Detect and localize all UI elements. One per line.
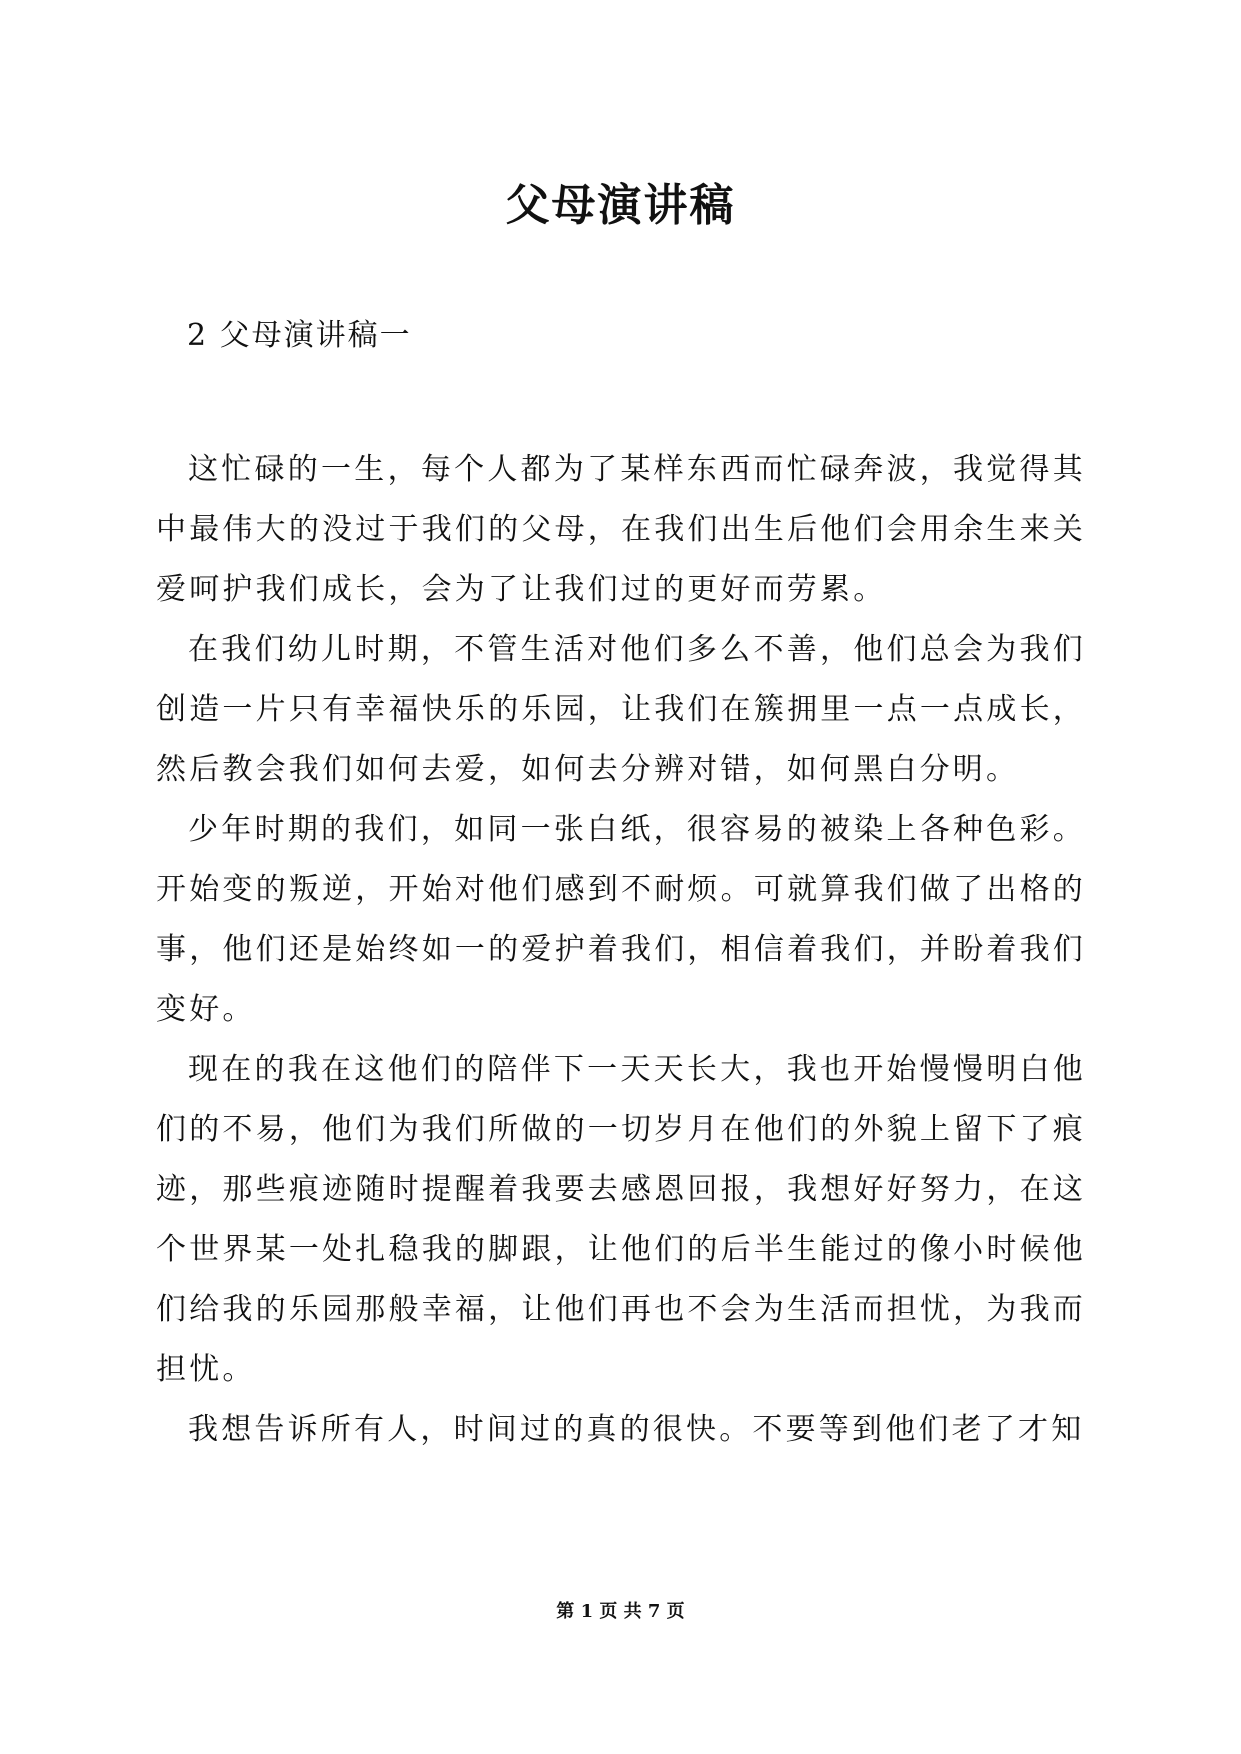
paragraph-2: 在我们幼儿时期，不管生活对他们多么不善，他们总会为我们创造一片只有幸福快乐的乐园，让我们在簇拥里一点一点成长，然后教会我们如何去爱，如何去分辨对错，如何黑白分明。 <box>156 632 1086 787</box>
paragraph-1: 这忙碌的一生，每个人都为了某样东西而忙碌奔波，我觉得其中最伟大的没过于我们的父母，在我们出生后他们会用余生来关爱呵护我们成长，会为了让我们过的更好而劳累。 <box>156 452 1086 607</box>
paragraph-5: 我想告诉所有人，时间过的真的很快。不要等到他们老了才知 <box>188 1412 1085 1447</box>
document-title: 父母演讲稿 <box>505 180 736 231</box>
paragraph-4: 现在的我在这他们的陪伴下一天天长大，我也开始慢慢明白他们的不易，他们为我们所做的一切岁月在他们的外貌上留下了痕迹，那些痕迹随时提醒着我要去感恩回报，我想好好努力，在这个世界某一处扎稳我的脚跟，让他们的后半生能过的像小时候他们给我的乐园那般幸福，让他们再也不会为生活而担忧，为我而担忧。 <box>156 1052 1086 1387</box>
body-text <box>156 440 1086 1460</box>
page-footer: 第 1 页 共 7 页 <box>556 1601 685 1622</box>
section-heading: 2 父母演讲稿一 <box>187 318 412 353</box>
paragraph-3: 少年时期的我们，如同一张白纸，很容易的被染上各种色彩。开始变的叛逆，开始对他们感到不耐烦。可就算我们做了出格的事，他们还是始终如一的爱护着我们，相信着我们，并盼着我们变好。 <box>156 812 1086 1027</box>
